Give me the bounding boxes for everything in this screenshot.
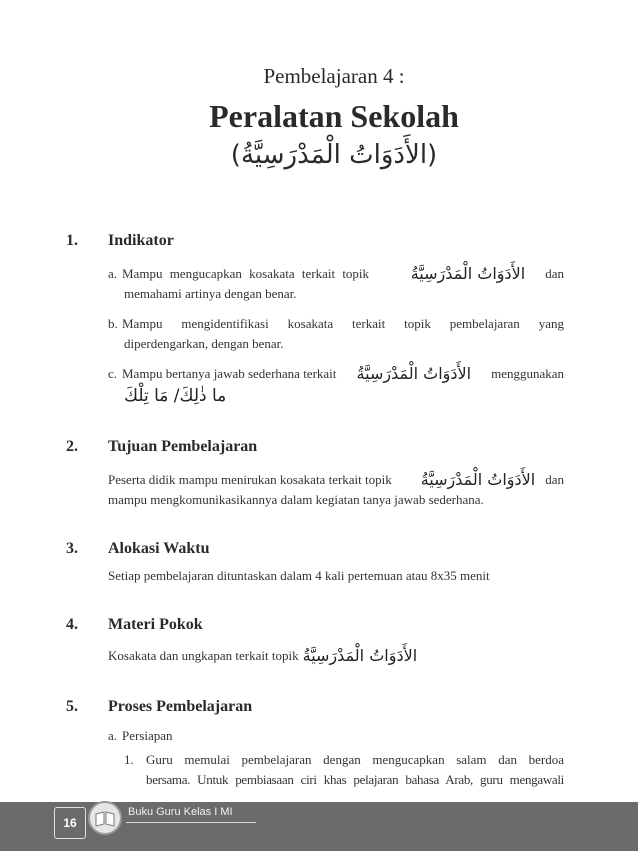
indikator-b-text: Mampu mengidentifikasi kosakata terkait topik pembelajaran yang xyxy=(122,316,564,331)
page-number: 16 xyxy=(54,807,86,839)
materi-text: Kosakata dan ungkapan terkait topik xyxy=(108,648,299,663)
proses-a xyxy=(108,726,173,746)
section-number: 2. xyxy=(66,438,78,455)
indikator-a-line1 xyxy=(108,264,564,284)
list-letter: c. xyxy=(108,366,118,381)
tujuan-line2: mampu mengkomunikasikannya dalam kegiatan tanya jawab sederhana. xyxy=(108,492,484,507)
arabic-term: الأَدَوَاتُ الْمَدْرَسِيَّةُ xyxy=(410,264,526,283)
section-heading-materi: Materi Pokok xyxy=(108,616,203,633)
footer-book-title: Buku Guru Kelas I MI xyxy=(128,806,233,818)
section-number: 4. xyxy=(66,616,78,633)
section-number: 5. xyxy=(66,698,78,715)
list-letter: a. xyxy=(108,266,118,281)
alokasi-text: Setiap pembelajaran dituntaskan dalam 4 kali pertemuan atau 8x35 menit xyxy=(108,568,490,583)
indikator-c-text: Mampu bertanya jawab sederhana terkait xyxy=(122,366,337,381)
arabic-title: (الأَدَوَاتُ الْمَدْرَسِيَّةُ) xyxy=(230,140,438,170)
section-number: 1. xyxy=(66,232,78,249)
arabic-term: الأَدَوَاتُ الْمَدْرَسِيَّةُ xyxy=(302,646,418,665)
footer-divider xyxy=(126,822,256,823)
lesson-label: Pembelajaran 4 : xyxy=(263,64,405,88)
page-title: Peralatan Sekolah xyxy=(209,98,459,134)
indikator-c-menggunakan: menggunakan xyxy=(491,366,564,381)
proses-a-text: Persiapan xyxy=(122,728,173,743)
indikator-b-line2: diperdengarkan, dengan benar. xyxy=(124,336,284,351)
proses-item-1-text: Guru memulai pembelajaran dengan mengucapkan salam dan berdoa xyxy=(146,752,564,767)
materi-line xyxy=(108,646,417,666)
tujuan-dan: dan xyxy=(545,472,564,487)
arabic-term: الأَدَوَاتُ الْمَدْرَسِيَّةُ xyxy=(420,470,536,489)
list-letter: a. xyxy=(108,728,118,743)
indikator-a-dan: dan xyxy=(545,266,564,281)
proses-item-1-line2: bersama. Untuk pembiasaan ciri khas pelajaran bahasa Arab, guru mengawali xyxy=(146,772,564,787)
list-number: 1. xyxy=(124,752,134,767)
section-heading-alokasi: Alokasi Waktu xyxy=(108,540,210,557)
tujuan-text: Peserta didik mampu menirukan kosakata terkait topik xyxy=(108,472,392,487)
section-heading-tujuan: Tujuan Pembelajaran xyxy=(108,438,258,455)
tujuan-line1 xyxy=(108,470,564,490)
list-letter: b. xyxy=(108,316,118,331)
section-heading-indikator: Indikator xyxy=(108,232,174,249)
section-heading-proses: Proses Pembelajaran xyxy=(108,698,253,715)
indikator-a-text: Mampu mengucapkan kosakata terkait topik xyxy=(122,266,370,281)
book-icon xyxy=(88,801,122,835)
indikator-a-line2: memahami artinya dengan benar. xyxy=(124,286,297,301)
arabic-term: الأَدَوَاتُ الْمَدْرَسِيَّةُ xyxy=(356,364,472,383)
indikator-b-line1 xyxy=(108,314,564,334)
indikator-c-line1 xyxy=(108,364,564,384)
indikator-c-arabic: ما ذٰلِكَ/ مَا تِلْكَ xyxy=(124,386,227,406)
proses-item-1-line1 xyxy=(124,750,564,770)
section-number: 3. xyxy=(66,540,78,557)
